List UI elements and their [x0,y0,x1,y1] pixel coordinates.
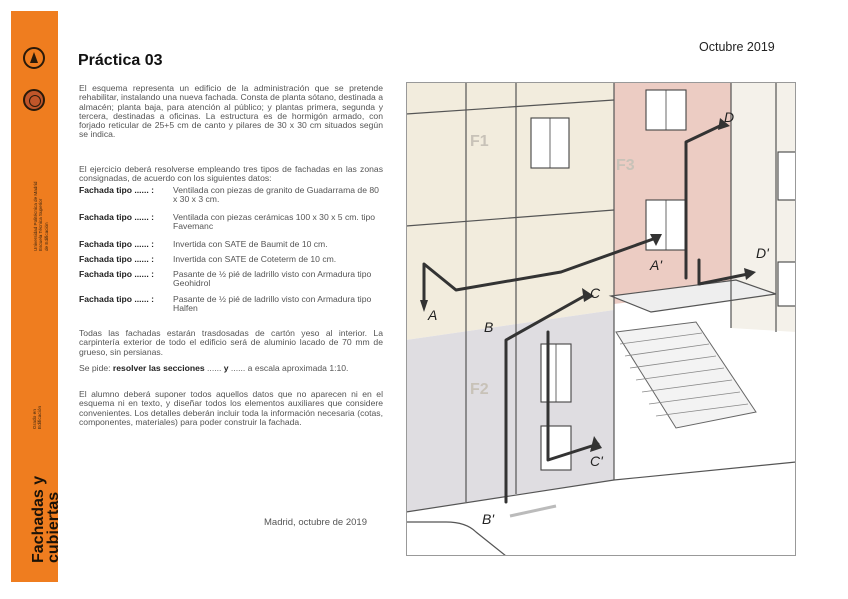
facade-item [79,270,383,290]
label-a: A [428,307,438,323]
request-bold: resolver las secciones [112,363,205,373]
facade-spec: Invertida con SATE de Baumit de 10 cm. [173,239,328,249]
label-c-prime: C' [590,453,603,469]
request-dots: ...... [204,363,224,373]
intro-paragraph: El esquema representa un edificio de la administración que se pretende rehabilitar, instalando una nueva fachada. Consta de planta sótano, destinada a almacén; planta baja, para atención al público; y plantas primera, segunda y tercera, destinadas a oficinas. La estructura es de hormigón armado, con forjado reticular de 25+5 cm de canto y pilares de 30 x 30 cm situados según se indica. [79,83,383,140]
facade-spec: Pasante de ½ pié de ladrillo visto con Armadura tipo Geohidrol [173,269,372,289]
degree-text: Grado en Edificación [33,405,44,429]
course-title: Fachadas y cubiertas [30,475,62,563]
facade-label: Fachada tipo ...... : [79,269,154,279]
final-paragraph: El alumno deberá suponer todos aquellos datos que no aparecen ni en el esquema ni en texto, y diseñar todos los elementos auxiliares que considere convenientes. Los detalles deberán incluir toda la información necesaria (cotas, componentes, materiales) para poder construir la fachada. [79,389,383,427]
zone-f3: F3 [616,157,635,174]
place-date: Madrid, octubre de 2019 [264,517,367,528]
facade-label: Fachada tipo ...... : [79,212,154,222]
university-text: Universidad Politécnica de Madrid Escuela Técnica Superior de Edificación [33,181,49,251]
request-paragraph [79,364,383,373]
request-prefix: Se pide: [79,363,113,373]
zone-f2-area [406,310,614,512]
lining-paragraph: Todas las fachadas estarán trasdosadas de cartón yeso al interior. La carpintería exterior de todo el edificio será de aluminio lacado de 70 mm de grueso, sin persianas. [79,328,383,357]
exercise-paragraph: El ejercicio deberá resolverse empleando tres tipos de fachadas en las zonas consignadas, de acuerdo con los siguientes datos: [79,164,383,184]
facade-item [79,295,383,315]
building-sketch [406,82,796,556]
window [778,152,796,200]
label-c: C [590,285,601,301]
window [778,262,796,306]
zone-f2: F2 [470,381,489,398]
sidebar [11,11,62,582]
label-d: D [724,109,735,125]
section-line-b-ghost [510,506,556,516]
request-and: y [223,363,229,373]
facade-spec: Invertida con SATE de Coteterm de 10 cm. [173,254,337,264]
upm-logo-icon [23,47,45,69]
header-date: Octubre 2019 [699,40,775,54]
label-b-prime: B' [482,511,495,527]
facade-item [79,186,383,206]
zone-f1-area [406,82,614,340]
facade-spec: Ventilada con piezas cerámicas 100 x 30 x 5 cm. tipo Favemanc [173,212,376,232]
label-a-prime: A' [650,257,663,273]
label-b: B [484,319,494,335]
zone-f1: F1 [470,133,489,150]
page-title: Práctica 03 [78,52,163,69]
facade-spec: Pasante de ½ pié de ladrillo visto con Armadura tipo Halfen [173,294,372,314]
etsem-logo-icon [23,89,45,111]
facade-label: Fachada tipo ...... : [79,294,154,304]
facade-item [79,240,383,250]
facade-item [79,255,383,265]
facade-label: Fachada tipo ...... : [79,185,154,195]
label-d-prime: D' [756,245,769,261]
facade-item [79,213,383,233]
facade-spec: Ventilada con piezas de granito de Guadarrama de 80 x 30 x 3 cm. [173,185,379,205]
facade-label: Fachada tipo ...... : [79,239,154,249]
request-suffix: ...... a escala aproximada 1:10. [228,363,349,373]
facade-label: Fachada tipo ...... : [79,254,154,264]
window [541,426,571,470]
